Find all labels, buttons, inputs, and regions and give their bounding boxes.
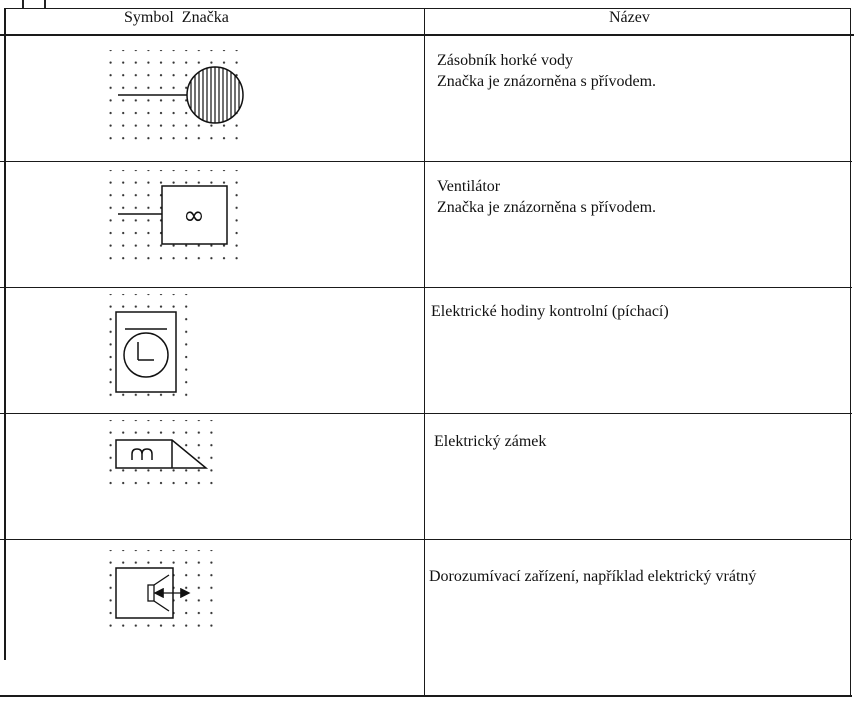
table-border-bottom [0,695,852,697]
svg-text:∞: ∞ [183,201,205,231]
row-name-time-clock: Elektrické hodiny kontrolní (píchací) [431,303,669,320]
electric-lock-symbol [96,418,236,493]
row-name-electric-lock: Elektrický zámek [434,433,547,450]
table-border-right [850,8,851,696]
top-tick-mark [44,0,46,8]
fan-symbol [96,168,256,268]
row-name-line: Zásobník horké vody [437,52,573,69]
intercom-symbol [96,548,236,638]
row-name-hot-water-tank [437,50,656,92]
column-divider [424,8,425,696]
row-divider [0,287,852,288]
row-name-line: Ventilátor [437,178,501,195]
row-divider [0,539,852,540]
row-divider [0,413,852,414]
header-symbol-cell [124,9,229,27]
row-divider [0,161,852,162]
time-clock-symbol [96,292,206,407]
row-name-line: Značka je znázorněna s přívodem. [437,73,657,90]
table-border-left [4,8,6,660]
header-znacka-label: Značka [181,9,229,26]
header-symbol-label: Symbol [124,9,174,26]
header-nazev-label: Název [609,9,650,26]
top-tick-mark [22,0,24,8]
row-name-intercom: Dorozumívací zařízení, například elektrický vrátný [429,568,757,585]
row-name-fan [437,176,656,218]
hot-water-tank-symbol [96,48,256,148]
row-name-line: Značka je znázorněna s přívodem. [437,199,657,216]
header-divider [0,34,854,36]
